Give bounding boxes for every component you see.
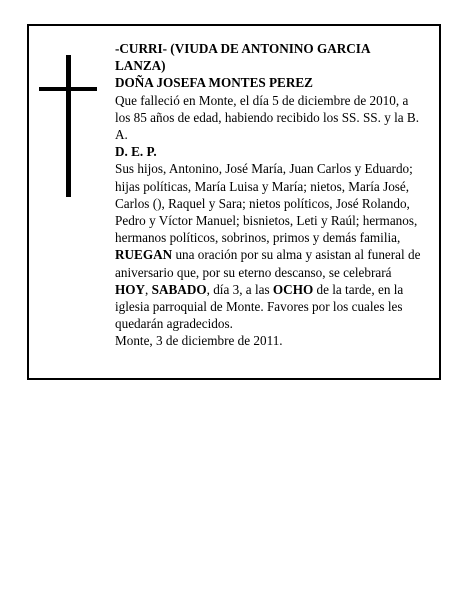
- rest-in-peace: D. E. P.: [115, 144, 157, 160]
- cross-horizontal-bar: [39, 87, 97, 91]
- cross-icon: [39, 55, 97, 197]
- ruegan-word: RUEGAN: [115, 247, 173, 263]
- death-details: Que falleció en Monte, el día 5 de diciembre de 2010, a los 85 años de edad, habiendo recibido los SS. SS. y la B. A.: [115, 92, 420, 143]
- sabado-word: SABADO: [151, 281, 207, 297]
- cross-vertical-bar: [66, 55, 71, 197]
- notice-header: -CURRI- (VIUDA DE ANTONINO GARCIA LANZA): [115, 41, 370, 74]
- place-and-date: Monte, 3 de diciembre de 2011.: [115, 333, 283, 349]
- family-list: Sus hijos, Antonino, José María, Juan Carlos y Eduardo; hijas políticas, María Luisa y María; nietos, María José, Carlos (), Raquel y Sara; nietos políticos, José Rolando, Pedro y Víctor Manuel; bisnietos, Leti y Raúl; hermanos, hermanos políticos, sobrinos, primos y demás familia,: [115, 161, 418, 246]
- hoy-word: HOY: [115, 281, 146, 297]
- funeral-request: [115, 246, 423, 332]
- deceased-name: DOÑA JOSEFA MONTES PEREZ: [115, 75, 313, 91]
- ruegan-text: una oración por su alma y asistan al funeral de aniversario que, por su eterno descanso, se celebrará: [115, 247, 421, 280]
- obituary-notice: [27, 24, 441, 380]
- time-text: , día 3, a las: [206, 281, 273, 297]
- ocho-word: OCHO: [272, 281, 314, 297]
- location-text: de la tarde, en la iglesia parroquial de Monte. Favores por los cuales les quedarán agradecidos.: [115, 281, 404, 332]
- notice-text: [115, 40, 423, 350]
- separator-text: ,: [145, 281, 152, 297]
